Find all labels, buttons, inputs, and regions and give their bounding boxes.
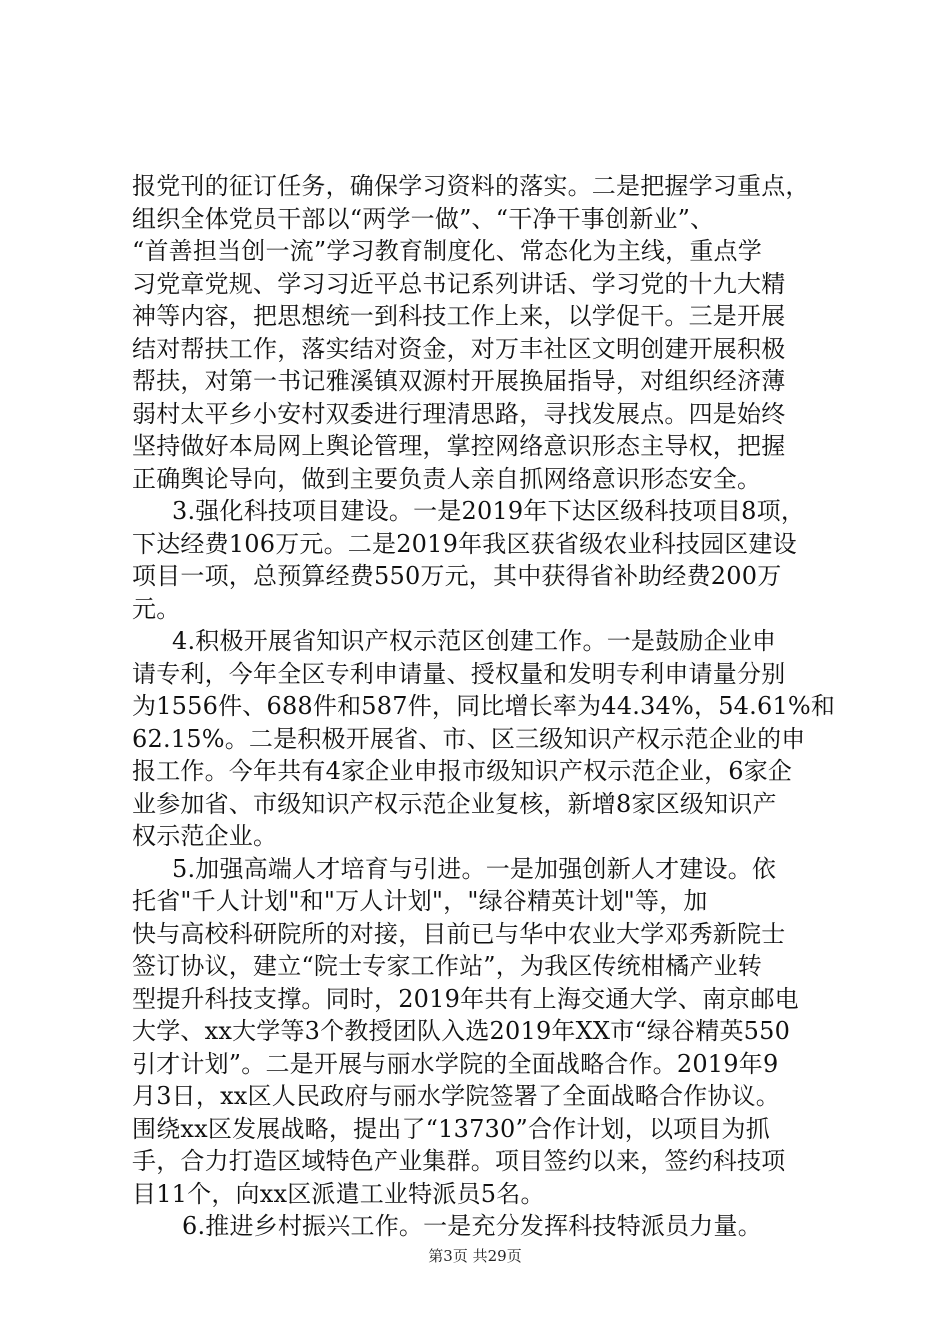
text-line: 正确舆论导向，做到主要负责人亲自抓网络意识形态安全。 [132, 464, 762, 493]
text-line: 快与高校科研院所的对接，目前已与华中农业大学邓秀新院士 [132, 919, 786, 948]
text-line: 帮扶，对第一书记雅溪镇双源村开展换届指导，对组织经济薄 [132, 367, 786, 395]
paragraph-heading-4: 4.积极开展省知识产权示范区创建工作。一是鼓励企业申 [172, 627, 777, 655]
page-number: 第3页 共29页 [428, 1247, 522, 1265]
text-line: “首善担当创一流”学习教育制度化、常态化为主线，重点学 [132, 237, 762, 265]
text-line: 习党章党规、学习习近平总书记系列讲话、学习党的十九大精 [132, 269, 786, 298]
text-line: 月3日，xx区人民政府与丽水学院签署了全面战略合作协议。 [132, 1082, 780, 1110]
text-line: 报党刊的征订任务，确保学习资料的落实。二是把握学习重点， [132, 172, 810, 200]
paragraph-heading-3: 3.强化科技项目建设。一是2019年下达区级科技项目8项， [172, 497, 806, 525]
text-line: 报工作。今年共有4家企业申报市级知识产权示范企业，6家企 [132, 757, 793, 785]
text-line: 请专利，今年全区专利申请量、授权量和发明专利申请量分别 [132, 659, 786, 688]
text-line: 元。 [132, 594, 181, 623]
text-line: 神等内容，把思想统一到科技工作上来，以学促干。三是开展 [132, 302, 786, 330]
text-line: 目11个，向xx区派遣工业特派员5名。 [132, 1179, 545, 1208]
text-line: 型提升科技支撑。同时，2019年共有上海交通大学、南京邮电 [132, 984, 799, 1013]
text-line: 结对帮扶工作，落实结对资金，对万丰社区文明创建开展积极 [132, 334, 786, 363]
text-line: 签订协议，建立“院士专家工作站”，为我区传统柑橘产业转 [132, 952, 762, 980]
text-line: 手，合力打造区域特色产业集群。项目签约以来，签约科技项 [132, 1147, 786, 1175]
text-line: 为1556件、688件和587件，同比增长率为44.34%，54.61%和 [132, 692, 836, 720]
text-line: 业参加省、市级知识产权示范企业复核，新增8家区级知识产 [132, 789, 777, 818]
text-line: 弱村太平乡小安村双委进行理清思路，寻找发展点。四是始终 [132, 399, 786, 428]
page-footer [0, 1245, 950, 1266]
text-line: 大学、xx大学等3个教授团队入选2019年XX市“绿谷精英550 [132, 1017, 791, 1045]
text-line: 62.15%。二是积极开展省、市、区三级知识产权示范企业的申 [132, 724, 806, 753]
text-line: 坚持做好本局网上舆论管理，掌控网络意识形态主导权，把握 [132, 432, 786, 460]
body-text [132, 170, 836, 1243]
text-line: 权示范企业。 [132, 822, 278, 850]
paragraph-heading-5: 5.加强高端人才培育与引进。一是加强创新人才建设。依 [172, 854, 777, 883]
text-line: 项目一项，总预算经费550万元，其中获得省补助经费200万 [132, 562, 782, 590]
text-line: 托省"千人计划"和"万人计划"，"绿谷精英计划"等，加 [132, 887, 708, 915]
text-line: 引才计划”。二是开展与丽水学院的全面战略合作。2019年9 [132, 1049, 779, 1078]
text-line: 围绕xx区发展战略，提出了“13730”合作计划，以项目为抓 [132, 1114, 770, 1143]
text-line: 组织全体党员干部以“两学一做”、“干净干事创新业”、 [132, 204, 715, 233]
paragraph-heading-6: 6.推进乡村振兴工作。一是充分发挥科技特派员力量。 [182, 1212, 762, 1240]
text-line: 下达经费106万元。二是2019年我区获省级农业科技园区建设 [132, 529, 797, 558]
